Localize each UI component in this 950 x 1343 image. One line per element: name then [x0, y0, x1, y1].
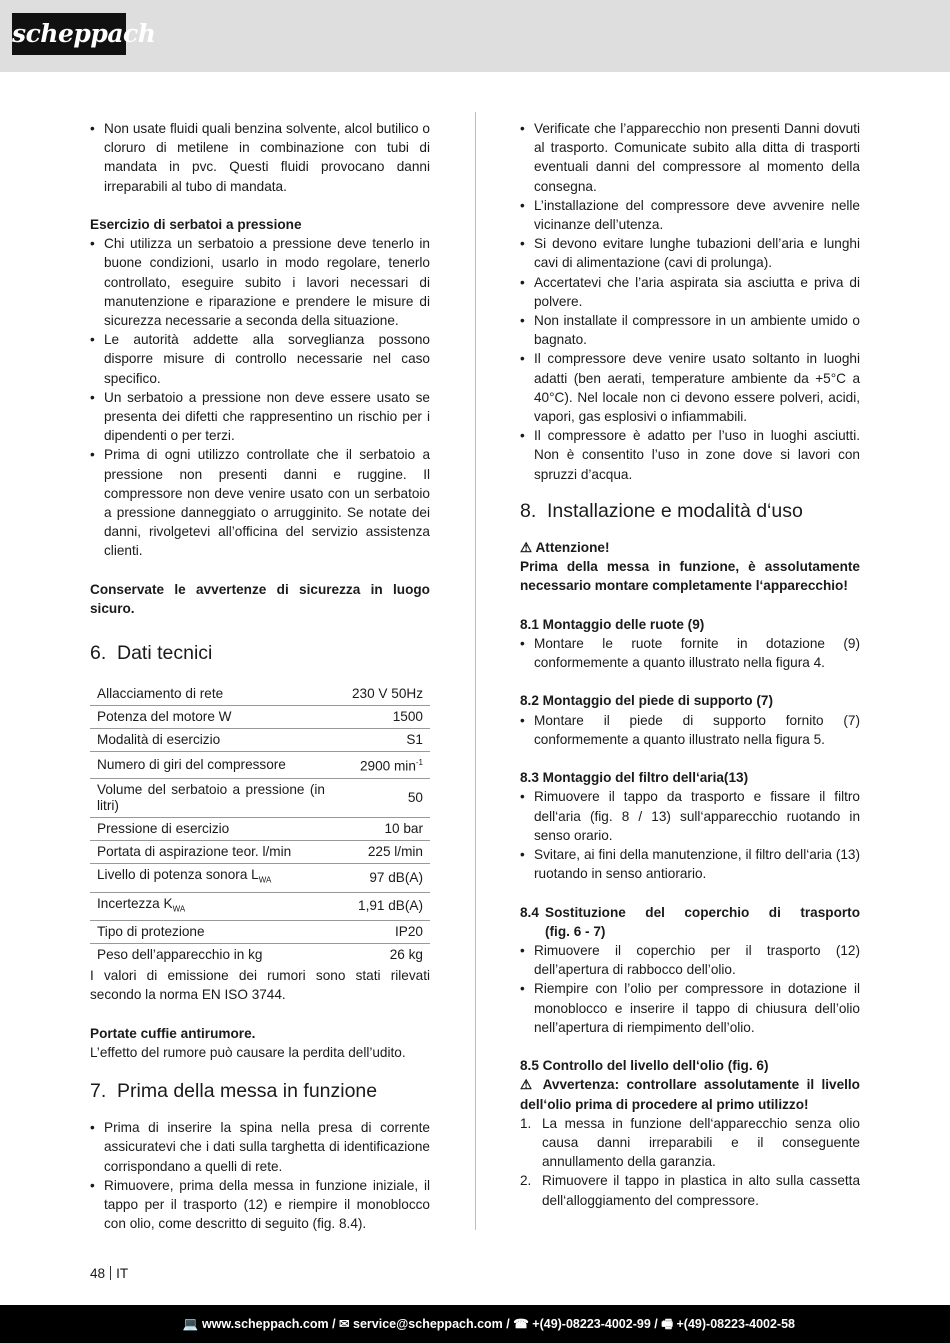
spec-value: 225 l/min — [345, 840, 430, 863]
list-item: • Si devono evitare lunghe tubazioni dell’aria e lunghi cavi di alimentazione (cavi di prolunga). — [520, 234, 860, 272]
intro-list — [90, 119, 430, 196]
spec-value: 2900 $\min^{-1}$ — [345, 752, 430, 779]
install-list — [520, 119, 860, 484]
subsection-8-1-list — [520, 634, 860, 672]
list-item: 2. Rimuovere il tappo in plastica in alto sulla cassetta dell‘alloggiamento del compressore. — [520, 1171, 860, 1209]
table-row — [90, 944, 430, 967]
list-item: • Rimuovere il coperchio per il trasporto (12) dell’apertura di rabbocco dell’olio. — [520, 941, 860, 979]
subsection-8-5-title: 8.5 Controllo del livello dell‘olio (fig. 6) — [520, 1058, 769, 1074]
spec-label: Modalità di esercizio — [90, 729, 345, 752]
list-item: • Svitare, ai fini della manutenzione, il filtro dell‘aria (13) ruotando in senso antiorario. — [520, 845, 860, 883]
spec-label: Portata di aspirazione teor. l/min — [90, 840, 345, 863]
section-7-heading: 7. Prima della messa in funzione — [90, 1080, 378, 1103]
pressure-list — [90, 234, 430, 560]
left-column — [90, 119, 430, 1233]
spec-value: 26 kg — [389, 947, 423, 963]
list-item: • Prima di ogni utilizzo controllate che il serbatoio a pressione non presenti danni e ruggine. Il compressore non deve venire usato con un serbatoio a pressione danneggiato o arrugginito. Se notate dei danni, rivolgetevi all’officina del servizio assistenza clienti. — [90, 445, 430, 560]
spec-value: 1500 — [345, 706, 430, 729]
list-item: • Prima di inserire la spina nella presa di corrente assicuratevi che i dati sulla targhetta di identificazione corrispondano a quelli di rete. — [90, 1118, 430, 1176]
fax-number: +(49)-08223-4002-58 — [676, 1317, 795, 1331]
section-7-list — [90, 1118, 430, 1233]
table-row — [90, 729, 430, 752]
ear-heading: Portate cuffie antirumore. — [90, 1025, 256, 1041]
subsection-8-4-title: 8.4 Sostituzione del coperchio di trasporto (fig. 6 - 7) — [520, 904, 860, 939]
website-link[interactable]: www.scheppach.com / — [201, 1317, 336, 1331]
oil-steps — [520, 1114, 860, 1210]
subsection-8-3-list — [520, 787, 860, 883]
spec-value: 230 V 50Hz — [345, 680, 430, 706]
spec-label: Peso dell’apparecchio in kg — [97, 947, 263, 963]
list-item: • Montare le ruote fornite in dotazione (9) conformemente a quanto illustrato nella figura 4. — [520, 634, 860, 672]
spec-label: Livello di potenza sonora $L_{WA}$ — [90, 863, 345, 892]
phone-number: +(49)-08223-4002-99 / — [532, 1317, 658, 1331]
list-item: • Non installate il compressore in un ambiente umido o bagnato. — [520, 311, 860, 349]
list-item: • Rimuovere il tappo da trasporto e fissare il filtro dell‘aria (fig. 8 / 13) sull‘apparecchio ruotando in senso orario. — [520, 787, 860, 845]
phone-icon: ☎ — [513, 1317, 529, 1331]
attention-label: ⚠ Attenzione! — [520, 539, 610, 555]
table-row — [90, 863, 430, 892]
list-item: • Verificate che l’apparecchio non presenti Danni dovuti al trasporto. Comunicate subito alla ditta di trasporti eventuali danni del compressore al momento della consegna. — [520, 119, 860, 196]
computer-icon: 💻 — [182, 1317, 199, 1331]
keep-notice: Conservate le avvertenze di sicurezza in luogo sicuro. — [90, 581, 430, 617]
list-item: • Il compressore deve venire usato soltanto in luoghi adatti (ben aerati, temperature ambiente da +5°C a 40°C). Nel locale non ci devono essere polveri, acidi, vapori, gas esplosivi o infiammabili. — [520, 349, 860, 426]
warning-triangle-icon: ⚠ — [520, 539, 533, 555]
oil-warning: ⚠ Avvertenza: controllare assolutamente il livello dell‘olio prima di procedere al primo utilizzo! — [520, 1077, 860, 1112]
subsection-8-2-title: 8.2 Montaggio del piede di supporto (7) — [520, 693, 773, 709]
spec-value: IP20 — [345, 921, 430, 944]
table-row — [90, 706, 430, 729]
header-bar — [0, 0, 950, 72]
table-row — [90, 840, 430, 863]
email-icon: ✉ — [339, 1317, 350, 1331]
spec-value: 1,91 dB(A) — [345, 892, 430, 921]
section-8-heading: 8. Installazione e modalità d‘uso — [520, 499, 803, 522]
spec-value: 50 — [345, 778, 430, 817]
ear-text: L’effetto del rumore può causare la perdita dell’udito. — [90, 1045, 406, 1061]
subsection-8-3-title: 8.3 Montaggio del filtro dell‘aria(13) — [520, 770, 749, 786]
spec-label: Allacciamento di rete — [90, 680, 345, 706]
brand-logo[interactable]: scheppach — [12, 13, 126, 55]
list-item: • Il compressore è adatto per l’uso in luoghi asciutti. Non è consentito l’uso in zone dove si lavori con spruzzi d’acqua. — [520, 426, 860, 484]
list-item: • Le autorità addette alla sorveglianza possono disporre misure di controllo necessarie nel caso specifico. — [90, 330, 430, 388]
list-item: • Montare il piede di supporto fornito (7) conformemente a quanto illustrato nella figura 5. — [520, 711, 860, 749]
list-item: 1. La messa in funzione dell‘apparecchio senza olio causa danni irreparabili e il conseguente annullamento della garanzia. — [520, 1114, 860, 1172]
spec-value: S1 — [345, 729, 430, 752]
table-row — [90, 778, 430, 817]
subsection-8-1-title: 8.1 Montaggio delle ruote (9) — [520, 616, 705, 632]
table-row — [90, 921, 430, 944]
attention-text: Prima della messa in funzione, è assolutamente necessario montare completamente l‘apparecchio! — [520, 559, 860, 594]
footer-bar — [0, 1305, 950, 1343]
list-item: • Rimuovere, prima della messa in funzione iniziale, il tappo per il trasporto (12) e riempire il monoblocco con olio, come descritto di seguito (fig. 8.4). — [90, 1176, 430, 1234]
list-item: • L’installazione del compressore deve avvenire nelle vicinanze dell’utenza. — [520, 196, 860, 234]
list-item: • Un serbatoio a pressione non deve essere usato se presenta dei difetti che rappresentino un rischio per i dipendenti o per terzi. — [90, 388, 430, 446]
spec-value: 97 dB(A) — [345, 863, 430, 892]
list-item: • Accertatevi che l’aria aspirata sia asciutta e priva di polvere. — [520, 273, 860, 311]
section-6-heading: 6. Dati tecnici — [90, 642, 213, 665]
spec-table — [90, 680, 430, 966]
fax-icon: 🖷 — [661, 1317, 674, 1331]
list-item: • Chi utilizza un serbatoio a pressione deve tenerlo in buone condizioni, usarlo in modo regolare, tenerlo controllato, eseguire subito i lavori necessari di manutenzione e riparazione e prendere le misure di sicurezza necessarie a seconda della situazione. — [90, 234, 430, 330]
spec-label: Incertezza $K_{WA}$ — [90, 892, 345, 921]
table-row — [90, 680, 430, 706]
warning-triangle-icon: ⚠ — [520, 1077, 536, 1093]
right-column — [520, 119, 860, 1210]
spec-value: 10 bar — [345, 817, 430, 840]
table-row — [90, 892, 430, 921]
spec-label: Potenza del motore W — [90, 706, 345, 729]
subsection-8-4-list — [520, 941, 860, 1037]
pressure-heading: Esercizio di serbatoi a pressione — [90, 217, 302, 232]
spec-label: Volume del serbatoio a pressione (in litri) — [90, 778, 345, 817]
noise-note: I valori di emissione dei rumori sono stati rilevati secondo la norma EN ISO 3744. — [90, 968, 430, 1003]
spec-label: Numero di giri del compressore — [90, 752, 345, 779]
page-number: 48 IT — [90, 1266, 129, 1281]
spec-label: Tipo di protezione — [90, 921, 345, 944]
email-link[interactable]: service@scheppach.com / — [353, 1317, 510, 1331]
table-row — [90, 752, 430, 779]
spec-label: Pressione di esercizio — [90, 817, 345, 840]
subsection-8-2-list — [520, 711, 860, 749]
list-item: • Non usate fluidi quali benzina solvente, alcol butilico o cloruro di metilene in combinazione con tubi di mandata in pvc. Questi fluidi provocano danni irreparabili al tubo di mandata. — [90, 119, 430, 196]
table-row — [90, 817, 430, 840]
column-divider — [475, 112, 476, 1230]
list-item: • Riempire con l’olio per compressore in dotazione il monoblocco e inserire il tappo di chiusura dell’olio nell’apertura di riempimento dell’olio. — [520, 979, 860, 1037]
